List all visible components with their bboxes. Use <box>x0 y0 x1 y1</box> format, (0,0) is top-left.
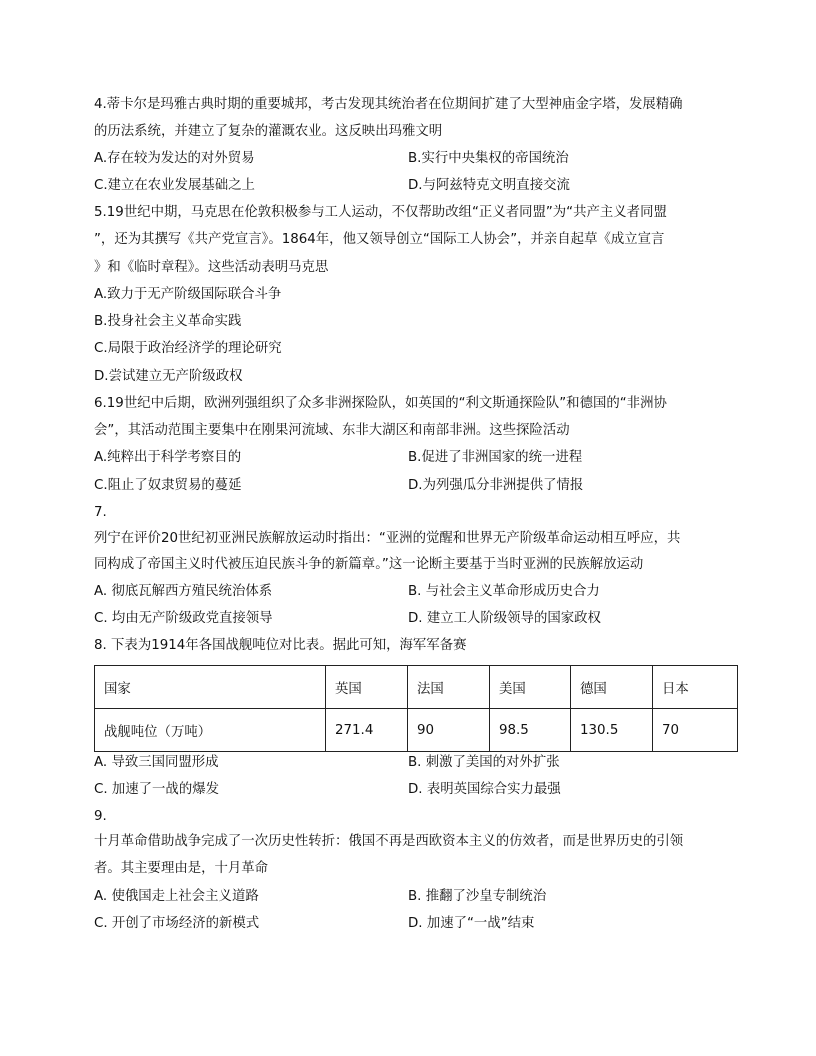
table-row <box>95 709 738 752</box>
q6-option-b: B.促进了非洲国家的统一进程 <box>408 450 583 465</box>
q7-option-c: C. 均由无产阶级政党直接领导 <box>94 611 273 626</box>
table-cell: 130.5 <box>571 709 653 752</box>
q9-option-d: D. 加速了“一战”结束 <box>408 916 535 931</box>
q5-stem-line-2: ”，还为其撰写《共产党宣言》。1864年，他又领导创立“国际工人协会”，并亲自起草《成立宣言 <box>94 232 665 247</box>
table-cell: 98.5 <box>490 709 571 752</box>
q5-option-a: A.致力于无产阶级国际联合斗争 <box>94 287 282 302</box>
table-header-cell: 日本 <box>653 666 738 709</box>
table-header-cell: 英国 <box>326 666 408 709</box>
q8-option-a: A. 导致三国同盟形成 <box>94 755 219 770</box>
q4-stem-line-1: 4.蒂卡尔是玛雅古典时期的重要城邦，考古发现其统治者在位期间扩建了大型神庙金字塔，发展精确 <box>94 97 683 112</box>
q7-number: 7. <box>94 505 107 520</box>
q7-option-b: B. 与社会主义革命形成历史合力 <box>408 584 600 599</box>
q9-stem-line-1: 十月革命借助战争完成了一次历史性转折：俄国不再是西欧资本主义的仿效者，而是世界历史的引领 <box>94 834 684 849</box>
q9-stem-line-2: 者。其主要理由是，十月革命 <box>94 861 269 876</box>
q9-number: 9. <box>94 809 107 824</box>
q9-option-b: B. 推翻了沙皇专制统治 <box>408 889 547 904</box>
q5-stem-line-3: 》和《临时章程》。这些活动表明马克思 <box>94 260 329 275</box>
table-header-cell: 德国 <box>571 666 653 709</box>
q8-option-d: D. 表明英国综合实力最强 <box>408 782 561 797</box>
table-header-cell: 国家 <box>95 666 326 709</box>
q4-option-c: C.建立在农业发展基础之上 <box>94 178 255 193</box>
q6-stem-line-2: 会”，其活动范围主要集中在刚果河流域、东非大湖区和南部非洲。这些探险活动 <box>94 423 570 438</box>
table-header-cell: 法国 <box>408 666 490 709</box>
table-cell: 271.4 <box>326 709 408 752</box>
q4-stem-line-2: 的历法系统，并建立了复杂的灌溉农业。这反映出玛雅文明 <box>94 124 443 139</box>
q6-option-a: A.纯粹出于科学考察目的 <box>94 450 242 465</box>
q7-stem-line-1: 列宁在评价20世纪初亚洲民族解放运动时指出：“亚洲的觉醒和世界无产阶级革命运动相互呼应，共 <box>94 531 681 546</box>
q6-stem-line-1: 6.19世纪中后期，欧洲列强组织了众多非洲探险队，如英国的“利文斯通探险队”和德国的“非洲协 <box>94 396 667 411</box>
q4-option-d: D.与阿兹特克文明直接交流 <box>408 178 570 193</box>
q4-option-b: B.实行中央集权的帝国统治 <box>408 151 569 166</box>
q5-option-d: D.尝试建立无产阶级政权 <box>94 369 243 384</box>
table-cell: 70 <box>653 709 738 752</box>
q7-option-a: A. 彻底瓦解西方殖民统治体系 <box>94 584 273 599</box>
q5-option-b: B.投身社会主义革命实践 <box>94 314 242 329</box>
q7-option-d: D. 建立工人阶级领导的国家政权 <box>408 611 601 626</box>
q4-option-a: A.存在较为发达的对外贸易 <box>94 151 255 166</box>
q5-option-c: C.局限于政治经济学的理论研究 <box>94 341 282 356</box>
q8-option-c: C. 加速了一战的爆发 <box>94 782 219 797</box>
table-cell: 90 <box>408 709 490 752</box>
table-header-row <box>95 666 738 709</box>
q7-stem-line-2: 同构成了帝国主义时代被压迫民族斗争的新篇章。”这一论断主要基于当时亚洲的民族解放运动 <box>94 557 644 572</box>
q5-stem-line-1: 5.19世纪中期，马克思在伦敦积极参与工人运动，不仅帮助改组“正义者同盟”为“共产主义者同盟 <box>94 205 667 220</box>
q6-option-d: D.为列强瓜分非洲提供了情报 <box>408 478 584 493</box>
tonnage-table <box>94 665 738 752</box>
q8-stem: 8. 下表为1914年各国战舰吨位对比表。据此可知，海军军备赛 <box>94 638 467 653</box>
table-header-cell: 美国 <box>490 666 571 709</box>
q9-option-c: C. 开创了市场经济的新模式 <box>94 916 260 931</box>
q8-option-b: B. 刺激了美国的对外扩张 <box>408 755 560 770</box>
q9-option-a: A. 使俄国走上社会主义道路 <box>94 889 259 904</box>
q6-option-c: C.阻止了奴隶贸易的蔓延 <box>94 478 242 493</box>
table-cell: 战舰吨位（万吨） <box>95 709 326 752</box>
